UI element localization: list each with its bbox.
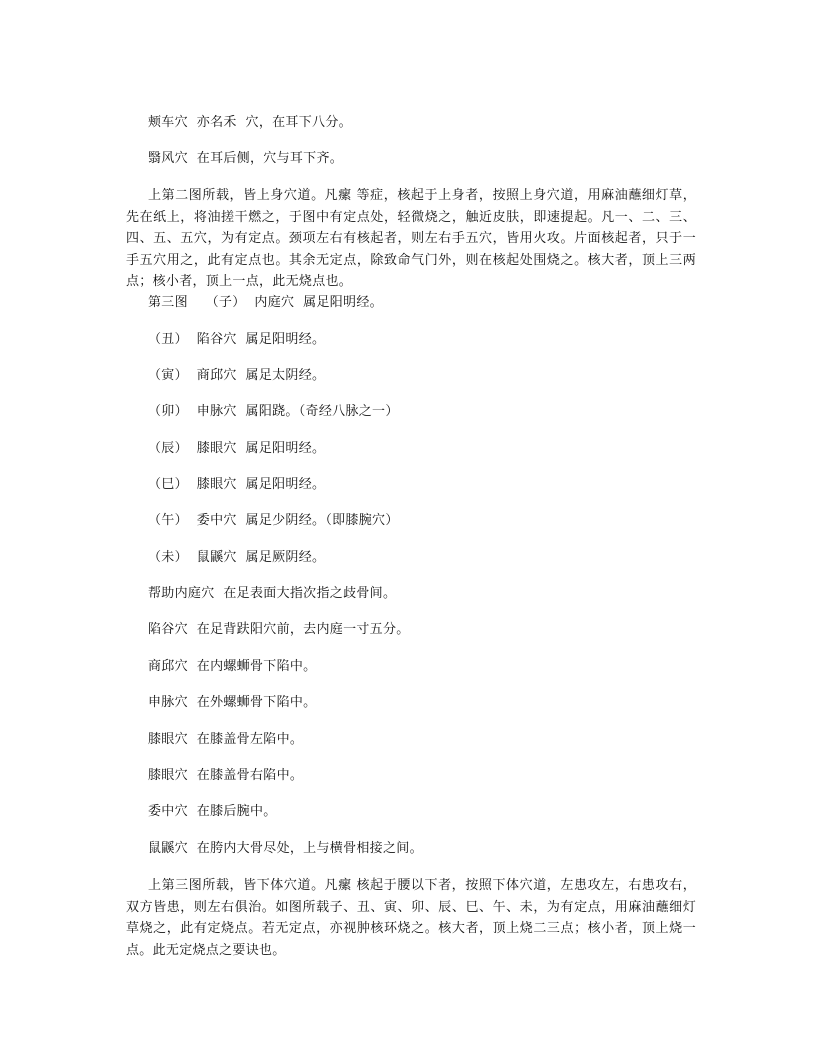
figure-item: （巳） 膝眼穴 属足阳明经。 [148,477,326,492]
figure-item: （未） 鼠鼷穴 属足厥阴经。 [148,550,326,565]
text-line: 颊车穴 亦名禾 穴，在耳下八分。 [148,115,352,130]
figure-item: 第三图 （子） 内庭穴 属足阳明经。 [148,295,383,310]
paragraph: 上第三图所载，皆下体穴道。凡瘰 核起于腰以下者，按照下体穴道，左患攻左，右患攻右，双方皆患，则左右俱治。如图所载子、丑、寅、卯、辰、巳、午、未，为有定点，用麻油蘸细灯草烧之，此有定烧点。若无定点，亦视肿核环烧之。核大者，顶上烧二三点；核小者，顶上烧一点。此无定烧点之要诀也。 [126,878,696,958]
location-line: 商邱穴 在内螺蛳骨下陷中。 [148,659,317,674]
figure-item: （丑） 陷谷穴 属足阳明经。 [148,332,326,347]
location-line: 陷谷穴 在足背趺阳穴前，去内庭一寸五分。 [148,622,410,637]
figure-item: （寅） 商邱穴 属足太阴经。 [148,368,326,383]
location-line: 鼠鼷穴 在胯内大骨尽处，上与横骨相接之间。 [148,841,423,856]
location-line: 帮助内庭穴 在足表面大指次指之歧骨间。 [148,586,397,601]
location-line: 膝眼穴 在膝盖骨左陷中。 [148,732,304,747]
paragraph: 上第二图所载，皆上身穴道。凡瘰 等症，核起于上身者，按照上身穴道，用麻油蘸细灯草，先在纸上，将油搓干燃之，于图中有定点处，轻微烧之，触近皮肤，即速提起。凡一、二、三、四、五、五穴，为有定点。颈项左右有核起者，则左右手五穴，皆用火攻。片面核起者，只于一手五穴用之，此有定点也。其余无定点，除致命气门外，则在核起处围烧之。核大者，顶上三两点；核小者，顶上一点，此无烧点也。 [126,188,696,289]
location-line: 膝眼穴 在膝盖骨右陷中。 [148,768,304,783]
figure-item: （卯） 申脉穴 属阳跷。（奇经八脉之一） [148,404,399,419]
text-line: 翳风穴 在耳后侧，穴与耳下齐。 [148,151,344,166]
figure-item: （辰） 膝眼穴 属足阳明经。 [148,441,326,456]
location-line: 委中穴 在膝后腕中。 [148,804,277,819]
location-line: 申脉穴 在外螺蛳骨下陷中。 [148,695,317,710]
figure-item: （午） 委中穴 属足少阴经。（即膝腕穴） [148,513,399,528]
